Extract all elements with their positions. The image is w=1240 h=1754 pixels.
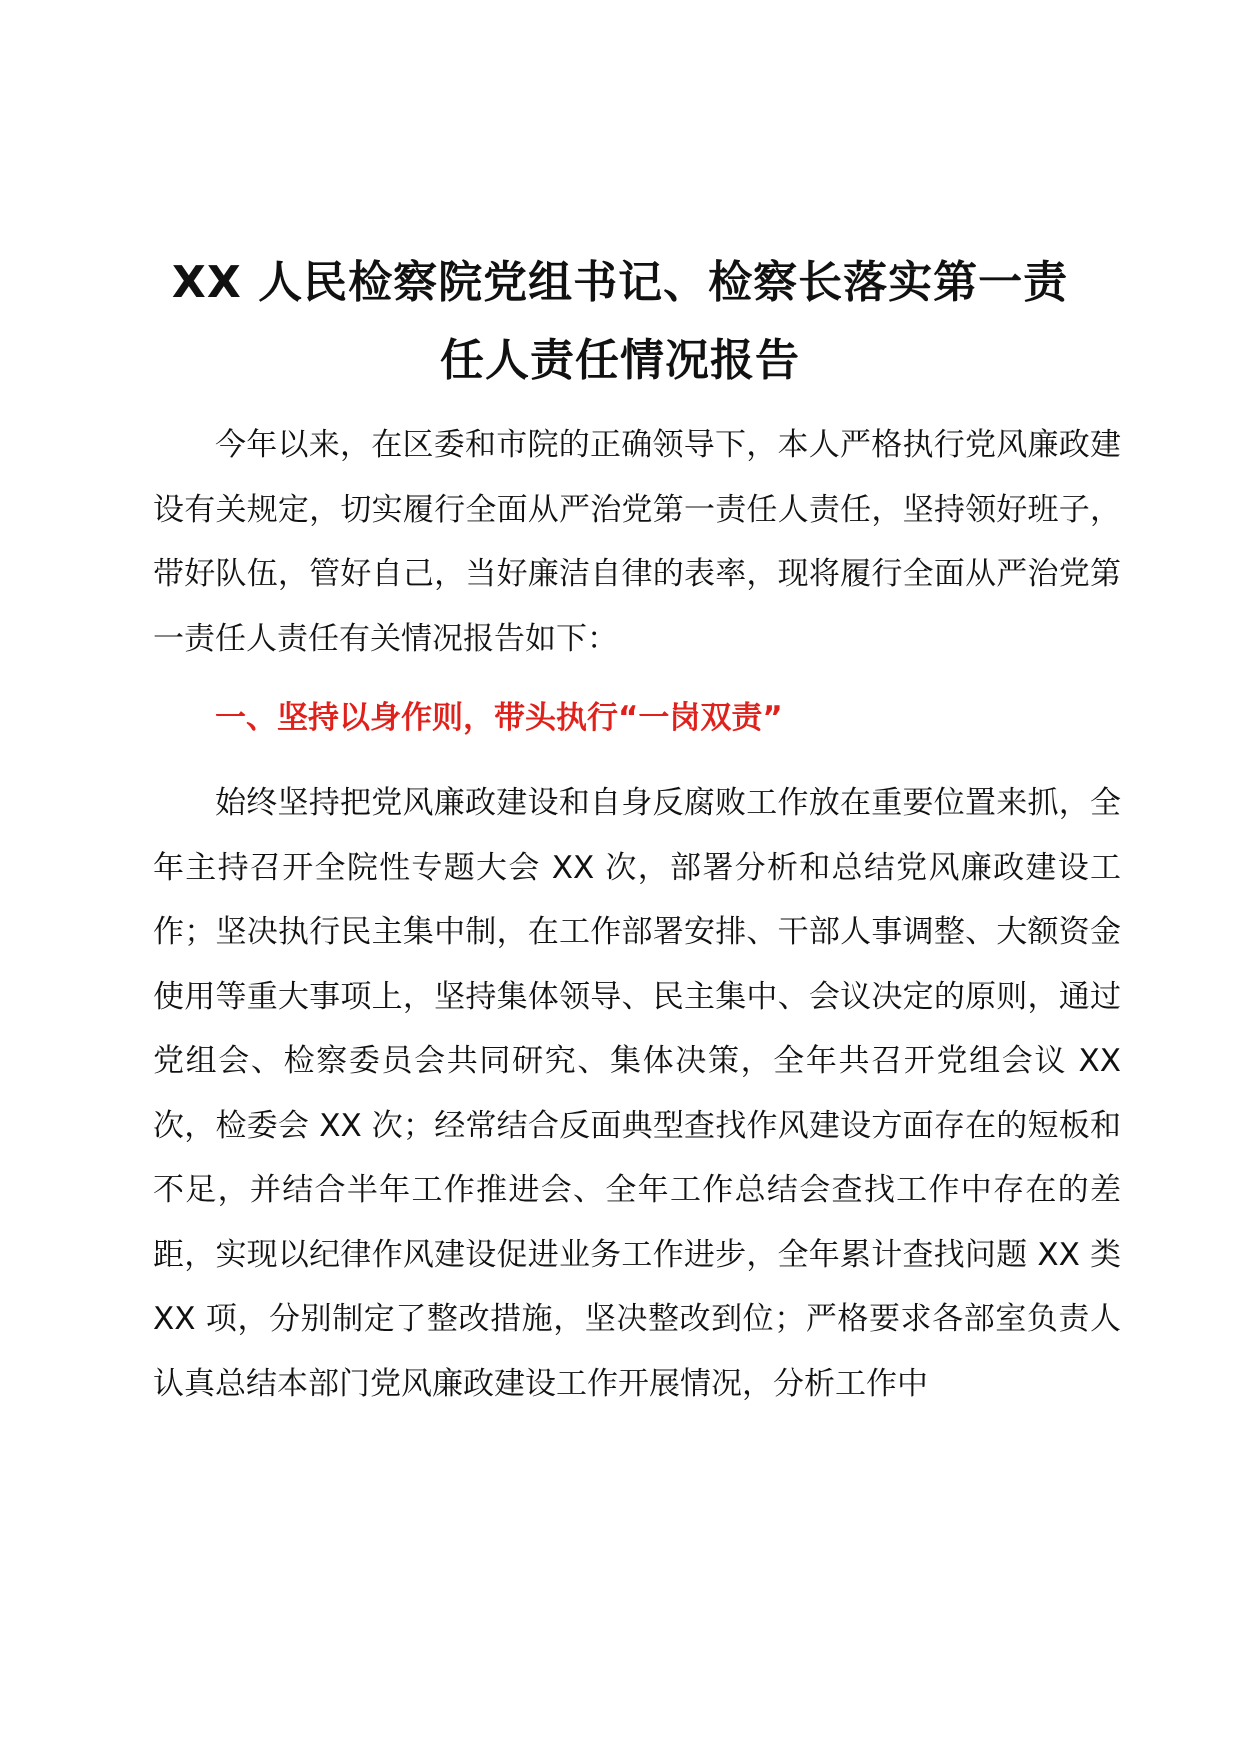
intro-paragraph: 今年以来，在区委和市院的正确领导下，本人严格执行党风廉政建设有关规定，切实履行全面从严治党第一责任人责任，坚持领好班子，带好队伍，管好自己，当好廉洁自律的表率，现将履行全面从严治党第一责任人责任有关情况报告如下： — [153, 427, 1121, 657]
title-line-2: 任人责任情况报告 — [440, 335, 800, 386]
document-title — [140, 244, 1100, 400]
title-line-1: XX 人民检察院党组书记、检察长落实第一责 — [171, 257, 1069, 308]
section-heading-1: 一、坚持以身作则，带头执行“一岗双责” — [215, 700, 783, 736]
section-1-paragraph: 始终坚持把党风廉政建设和自身反腐败工作放在重要位置来抓，全年主持召开全院性专题大会 XX 次，部署分析和总结党风廉政建设工作；坚决执行民主集中制，在工作部署安排、干部人事调整、大额资金使用等重大事项上，坚持集体领导、民主集中、会议决定的原则，通过党组会、检察委员会共同研究、集体决策，全年共召开党组会议 XX 次，检委会 XX 次；经常结合反面典型查找作风建设方面存在的短板和不足，并结合半年工作推进会、全年工作总结会查找工作中存在的差距，实现以纪律作风建设促进业务工作进步，全年累计查找问题 XX 类 XX 项，分别制定了整改措施，坚决整改到位；严格要求各部室负责人认真总结本部门党风廉政建设工作开展情况，分析工作中 — [153, 785, 1121, 1402]
